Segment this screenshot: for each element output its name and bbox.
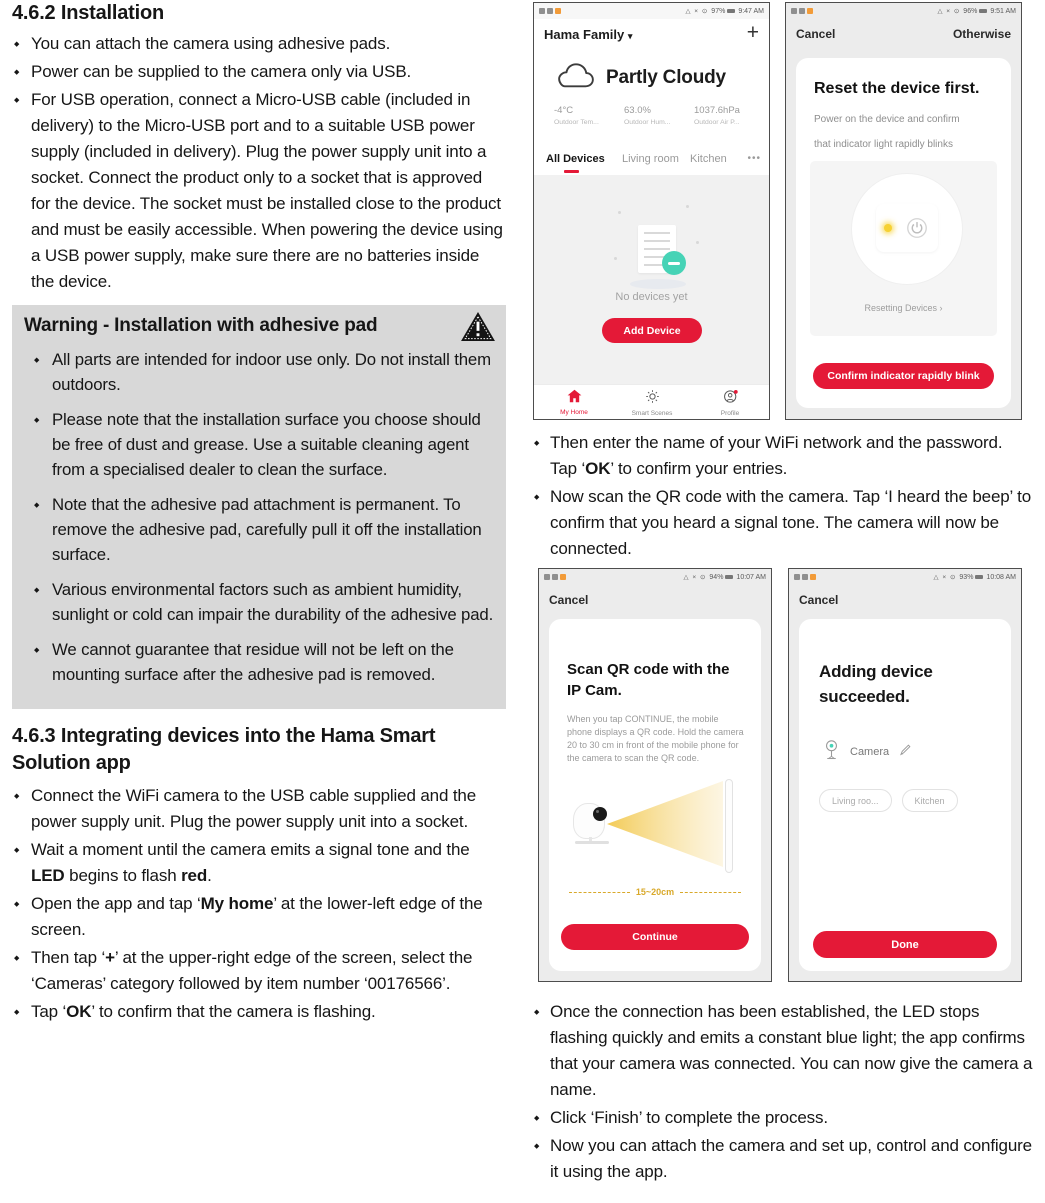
tab-living-room[interactable]: Living room [622, 153, 679, 165]
warning-title: Warning - Installation with adhesive pad [24, 315, 378, 336]
add-device-plus-button[interactable]: + [746, 21, 759, 44]
phone-icon [725, 779, 733, 873]
bullet-item: ◆ Power can be supplied to the camera only via USB. [12, 59, 506, 85]
nav-profile[interactable]: Profile [695, 389, 765, 417]
nav-smart-scenes[interactable]: Smart Scenes [617, 389, 687, 417]
status-time: 9:51 AM [990, 7, 1016, 15]
status-glyphs-icons: △ × ⊙ [685, 8, 709, 15]
cloud-icon [554, 61, 598, 96]
camera-device-icon [823, 739, 840, 766]
status-glyphs-icons: △ × ⊙ [937, 8, 961, 15]
headset-icon [802, 574, 808, 580]
bullet-item: ◆ You can attach the camera using adhesive pads. [12, 31, 506, 57]
status-bar [786, 3, 1021, 19]
finish-instructions-bullets [533, 999, 1033, 1185]
screenshot-app-home [533, 2, 770, 420]
confirm-indicator-button[interactable]: Confirm indicator rapidly blink [813, 363, 994, 389]
home-header [534, 19, 769, 51]
status-bar [789, 569, 1021, 585]
section-463-bullets [12, 783, 506, 1025]
reset-card [796, 58, 1011, 408]
family-name: Hama Family [544, 27, 625, 42]
device-row [823, 737, 912, 767]
bullet-item: ◆ Then enter the name of your WiFi network and the password. Tap ‘OK’ to confirm your entries. [533, 430, 1033, 482]
screenshot-scan-qr [538, 568, 772, 982]
app-notification-icon [560, 574, 566, 580]
chevron-down-icon: ▾ [627, 31, 633, 41]
home-icon [567, 390, 582, 407]
finish-instructions-text [533, 999, 1033, 1187]
bullet-item: ◆ Then tap ‘+’ at the upper-right edge of the screen, select the ‘Cameras’ category followed by item number ‘00176566’. [12, 945, 506, 997]
add-device-button[interactable]: Add Device [602, 318, 702, 343]
bullet-item: ◆ Tap ‘OK’ to confirm that the camera is flashing. [12, 999, 506, 1025]
wifi-instructions-bullets [533, 430, 1033, 562]
section-463-title: 4.6.3 Integrating devices into the Hama Smart Solution app [12, 725, 436, 774]
battery-percent: 97% [711, 7, 726, 15]
nav-my-home[interactable]: My Home [539, 389, 609, 416]
status-time: 10:08 AM [986, 573, 1016, 581]
headset-icon [552, 574, 558, 580]
bullet-item: ◆ Once the connection has been established, the LED stops flashing quickly and emits a constant blue light; the app confirms that your camera was connected. You can now give the camera a name. [533, 999, 1033, 1103]
scan-qr-body: When you tap CONTINUE, the mobile phone displays a QR code. Hold the camera 20 to 30 cm in front of the mobile phone for the camera to scan the QR code. [567, 714, 744, 763]
screenshot-adding-succeeded [788, 568, 1022, 982]
battery-percent: 94% [709, 573, 724, 581]
continue-button[interactable]: Continue [561, 924, 749, 950]
headset-icon [799, 8, 805, 14]
header-row [786, 19, 1021, 51]
warning-bullets [24, 347, 496, 687]
screenshot-icon [794, 574, 800, 580]
link-chevron-icon: › [939, 303, 943, 313]
illustration-shadow [630, 279, 686, 289]
status-bar [534, 3, 769, 19]
power-button-icon [906, 217, 928, 244]
chip-kitchen[interactable]: Kitchen [902, 789, 958, 812]
cancel-button[interactable]: Cancel [796, 27, 836, 41]
family-selector[interactable] [544, 27, 632, 42]
distance-label-row [569, 887, 741, 897]
empty-state-badge-icon [662, 251, 686, 275]
reset-subtitle-1: Power on the device and confirm [814, 114, 960, 125]
bullet-item: ◆ All parts are intended for indoor use only. Do not install them outdoors. [24, 347, 496, 397]
bullet-item: ◆ For USB operation, connect a Micro-USB cable (included in delivery) to the Micro-USB port and to a suitable USB power supply (included in delivery). Plug the power supply unit into a socket. Connect the product only to a socket that is approved for the device. The socket must be installed close to the product and must be easily accessible. When powering the device using a USB power supply, make sure there are no batteries inside the device. [12, 87, 506, 295]
status-time: 9:47 AM [738, 7, 764, 15]
cancel-button[interactable]: Cancel [799, 593, 839, 607]
bullet-item: ◆ We cannot guarantee that residue will not be left on the mounting surface after the adhesive pad is removed. [24, 637, 496, 687]
status-glyphs-icons: △ × ⊙ [933, 574, 957, 581]
section-462-bullets [12, 31, 506, 295]
battery-icon [975, 575, 983, 580]
distance-label: 15~20cm [635, 887, 675, 897]
screenshot-icon [791, 8, 797, 14]
screenshot-icon [544, 574, 550, 580]
active-tab-underline [564, 170, 579, 173]
weather-stat-pressure: 1037.6hPa Outdoor Air P... [694, 105, 740, 126]
warning-box [12, 305, 506, 709]
bullet-item: ◆ Open the app and tap ‘My home’ at the lower-left edge of the screen. [12, 891, 506, 943]
camera-beam-illustration [567, 779, 747, 879]
room-tabs [534, 151, 769, 175]
status-glyphs-icons: △ × ⊙ [683, 574, 707, 581]
device-illustration-circle [852, 174, 962, 284]
bullet-item: ◆ Click ‘Finish’ to complete the process. [533, 1105, 1033, 1131]
weather-stat-temperature: -4°C Outdoor Tem... [554, 105, 599, 126]
cancel-button[interactable]: Cancel [549, 593, 589, 607]
done-button[interactable]: Done [813, 931, 997, 958]
device-name: Camera [850, 746, 890, 758]
app-notification-icon [807, 8, 813, 14]
bottom-nav [534, 384, 769, 419]
screenshot-icon [539, 8, 545, 14]
warning-triangle-icon [460, 311, 496, 347]
otherwise-button[interactable]: Otherwise [952, 27, 1011, 41]
header-row [789, 585, 1021, 617]
device-illustration [876, 204, 938, 252]
bullet-item: ◆ Now scan the QR code with the camera. Tap ‘I heard the beep’ to confirm that you heard a signal tone. The camera will now be connected. [533, 484, 1033, 562]
weather-condition: Partly Cloudy [606, 67, 726, 88]
camera-lens-icon [593, 807, 607, 821]
no-devices-text: No devices yet [615, 291, 688, 303]
app-notification-icon [810, 574, 816, 580]
weather-stat-humidity: 63.0% Outdoor Hum... [624, 105, 671, 126]
light-beam-icon [607, 781, 723, 867]
profile-icon [723, 391, 738, 408]
room-chips [819, 789, 958, 812]
bullet-item: ◆ Please note that the installation surface you choose should be free of dust and grease. Use a suitable cleaning agent from a specialised dealer to clean the surface. [24, 407, 496, 482]
scan-qr-card [549, 619, 761, 971]
edit-pencil-icon[interactable] [899, 743, 912, 761]
resetting-devices-link[interactable]: Resetting Devices › [864, 303, 943, 313]
bullet-item: ◆ Note that the adhesive pad attachment is permanent. To remove the adhesive pad, carefully pull it off the installation surface. [24, 492, 496, 567]
bullet-item: ◆ Now you can attach the camera and set up, control and configure it using the app. [533, 1133, 1033, 1185]
section-462-title: 4.6.2 Installation [12, 2, 165, 24]
status-time: 10:07 AM [736, 573, 766, 581]
bullet-item: ◆ Wait a moment until the camera emits a signal tone and the LED begins to flash red. [12, 837, 506, 889]
battery-percent: 96% [963, 7, 978, 15]
indicator-led-icon [884, 224, 892, 232]
screenshot-reset-device [785, 2, 1022, 420]
status-bar [539, 569, 771, 585]
header-row [539, 585, 771, 617]
manual-text-column [12, 0, 506, 1027]
success-card [799, 619, 1011, 971]
app-notification-icon [555, 8, 561, 14]
tab-kitchen[interactable]: Kitchen [690, 153, 727, 165]
reset-subtitle-2: that indicator light rapidly blinks [814, 139, 953, 150]
scenes-sun-icon [645, 391, 660, 408]
wifi-instructions-text [533, 430, 1033, 564]
tab-all-devices[interactable]: All Devices [546, 153, 605, 165]
devices-empty-area [534, 175, 769, 384]
bullet-item: ◆ Various environmental factors such as ambient humidity, sunlight or cold can impair the durability of the adhesive pad. [24, 577, 496, 627]
bullet-item: ◆ Connect the WiFi camera to the USB cable supplied and the power supply unit. Plug the power supply unit into a socket. [12, 783, 506, 835]
battery-icon [727, 9, 735, 14]
headset-icon [547, 8, 553, 14]
scan-qr-title: Scan QR code with the IP Cam. [567, 661, 730, 699]
success-title: Adding device succeeded. [819, 662, 933, 706]
chip-living-room[interactable]: Living roo... [819, 789, 892, 812]
battery-icon [979, 9, 987, 14]
battery-percent: 93% [959, 573, 974, 581]
battery-icon [725, 575, 733, 580]
more-tabs-icon[interactable]: ••• [747, 153, 761, 164]
reset-title: Reset the device first. [814, 80, 980, 97]
